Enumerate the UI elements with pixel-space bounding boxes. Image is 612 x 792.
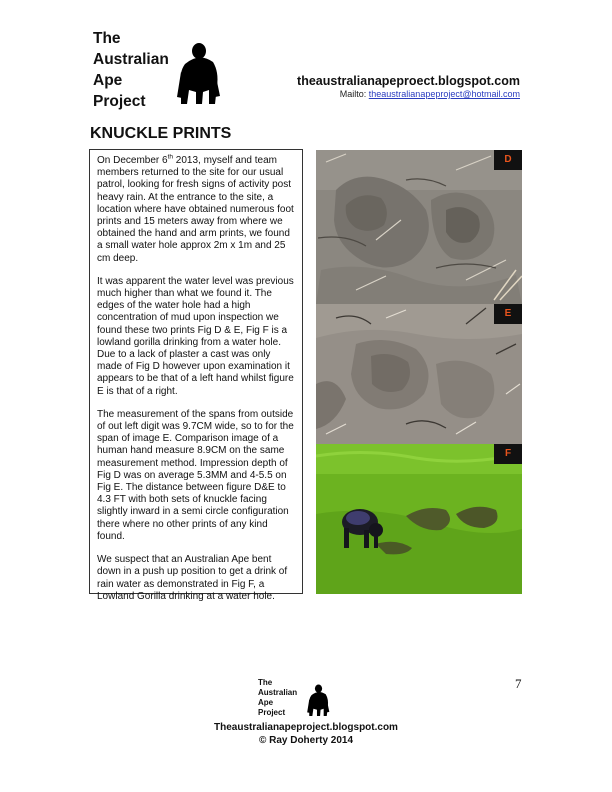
paragraph-4: We suspect that an Australian Ape bent down in a push up position to get a drink of rain water as demonstrated in Fig F, a Lowland Gorilla drinking at a water hole. [97, 554, 288, 602]
paragraph-1 [97, 155, 295, 265]
page-title: KNUCKLE PRINTS [90, 125, 232, 142]
paragraph-2: It was apparent the water level was previous much higher than what we found it. The edges of the water hole had a high concentration of mud upon inspection we found these two prints Fig D & E, Fig F is a lowland gorilla drinking from a water hole. Due to a lack of plaster a cast was only made of Fig D however upon examination it appears to be that of a left hand whilst figure E is that of a right. [97, 275, 294, 397]
logo-line: The [93, 30, 121, 47]
figure-label-e: E [494, 304, 522, 324]
figure-label-f: F [494, 444, 522, 464]
footer-logo-line: The [258, 678, 273, 687]
mud-print-e-image [316, 304, 522, 444]
figure-d-photo [316, 150, 522, 304]
mailto-link[interactable]: theaustralianapeproject@hotmail.com [368, 89, 520, 99]
paragraph-3: The measurement of the spans from outside of out left digit was 9.7CM wide, so to for the span of image E. Comparison image of a human hand measure 8.9CM on the same measurement method. Impression depth of Fig D was on average 5.3MM and 4-5.5 on Fig E. The distance between figure D&E to 4.3 FT with both sets of knuckle facing slightly inward in a semi circle configuration there where no other prints of any kind found. [97, 408, 294, 542]
footer-logo-line: Australian [258, 688, 298, 697]
mailto-line [340, 89, 520, 99]
footer-site-url: Theaustralianapeproject.blogspot.com [214, 722, 398, 733]
logo-line: Australian [93, 51, 169, 68]
article-text-box [89, 149, 303, 602]
figure-label-d: D [494, 150, 522, 170]
footer-logo-line: Ape [258, 698, 274, 707]
p1-sup: th [167, 153, 174, 161]
site-url: theaustralianapeproect.blogspot.com [297, 74, 520, 88]
logo-text [93, 28, 169, 112]
figure-f-photo [316, 444, 522, 594]
mud-print-d-image [316, 150, 522, 304]
mailto-label: Mailto: [339, 89, 367, 99]
figure-e-photo [316, 304, 522, 444]
footer-gorilla-icon [305, 684, 331, 718]
logo-line: Ape [93, 72, 123, 89]
footer-logo-text [258, 678, 297, 718]
gorilla-drinking-image [316, 444, 522, 594]
p1-end: 2013, myself and team members returned to the site for our usual patrol, looking for fresh signs of activity post heavy rain. At the entrance to the site, a location where have obtained numerous foot prints and 15 meters away from where we obtained the hand and arm prints, we found a small water hole approx 2m x 1m and 25 cm deep. [97, 155, 294, 264]
p1-start: On December 6 [97, 155, 168, 166]
page-number: 7 [515, 676, 522, 691]
footer-logo-line: Project [258, 708, 286, 717]
footer-copyright: © Ray Doherty 2014 [258, 735, 354, 746]
logo-line: Project [93, 93, 146, 110]
gorilla-icon [175, 42, 221, 108]
